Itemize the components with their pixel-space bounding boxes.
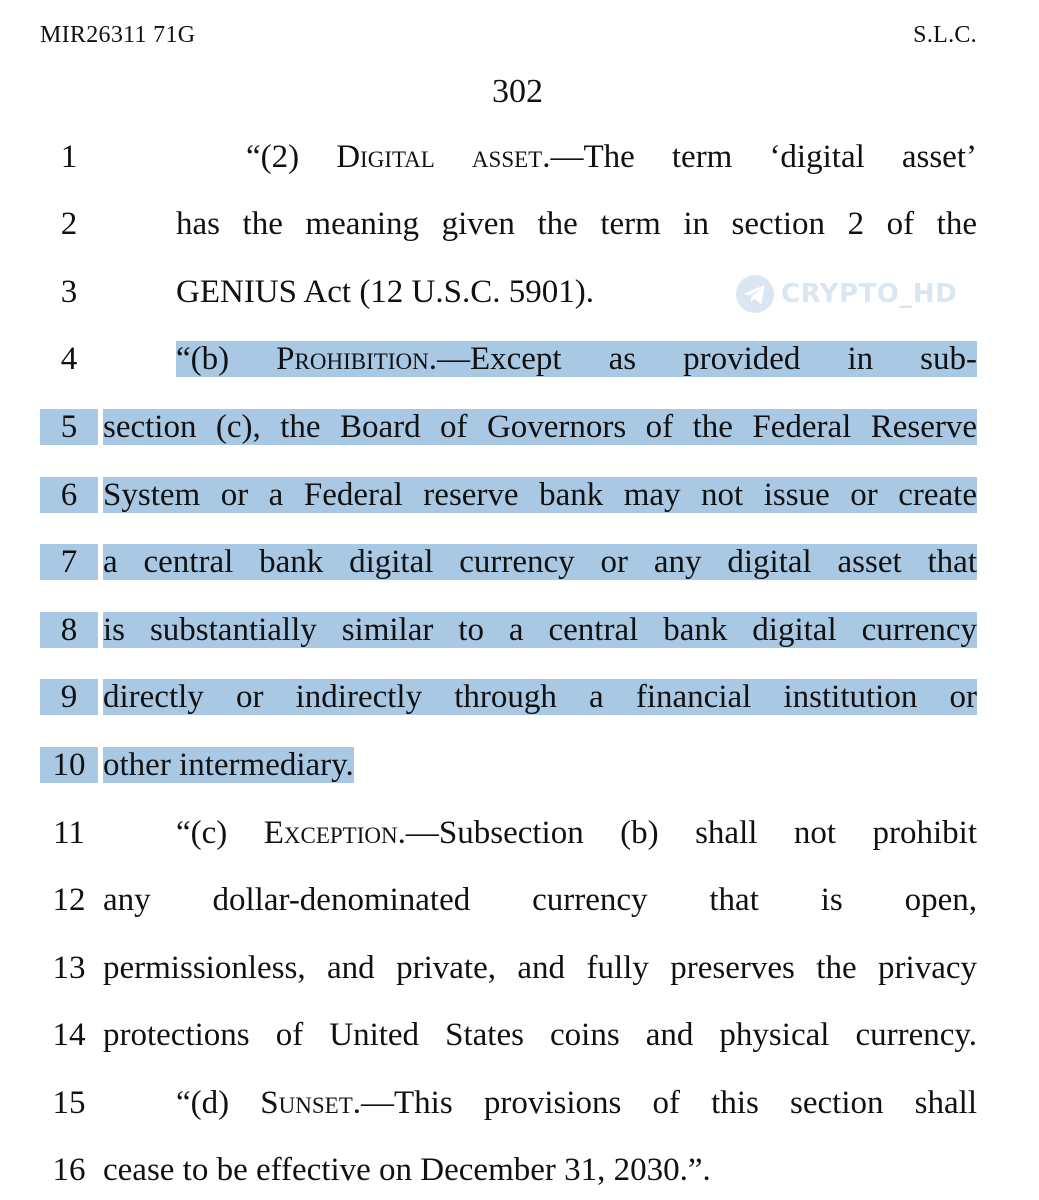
line-text: “(b) Prohibition.—Except as provided in sub- (176, 341, 977, 377)
heading-sunset: Sunset (260, 1085, 353, 1121)
line-text: “(c) Exception.—Subsection (b) shall not prohibit (176, 815, 977, 851)
line-number: 16 (52, 1152, 86, 1188)
line-number: 4 (60, 341, 78, 377)
watermark (735, 274, 957, 314)
line-text: “(d) Sunset.—This provisions of this section shall (176, 1085, 977, 1121)
line-number: 13 (52, 950, 86, 986)
heading-exception: Exception (263, 815, 398, 851)
line-number: 12 (52, 882, 86, 918)
telegram-icon (735, 274, 775, 314)
line-number: 7 (40, 544, 98, 580)
page-number: 302 (492, 73, 543, 110)
line-number: 6 (40, 477, 98, 513)
line-text: protections of United States coins and physical currency. (103, 1017, 977, 1053)
document-id: MIR26311 71G (40, 22, 196, 48)
line-text: cease to be effective on December 31, 2030.”. (103, 1152, 711, 1188)
line-number: 15 (52, 1085, 86, 1121)
line-number: 1 (60, 139, 78, 175)
line-text: GENIUS Act (12 U.S.C. 5901). (176, 274, 594, 310)
heading-prohibition: Prohibition (276, 341, 429, 377)
line-text: any dollar-denominated currency that is open, (103, 882, 977, 918)
line-number: 3 (60, 274, 78, 310)
slc-code: S.L.C. (913, 22, 977, 48)
line-text: has the meaning given the term in section 2 of the (176, 206, 977, 242)
line-text: other intermediary. (103, 747, 354, 783)
line-text: permissionless, and private, and fully preserves the privacy (103, 950, 977, 986)
line-number: 2 (60, 206, 78, 242)
line-number: 14 (52, 1017, 86, 1053)
line-text: section (c), the Board of Governors of the Federal Reserve (103, 409, 977, 445)
line-number: 11 (53, 815, 85, 851)
heading-digital-asset: Digital asset (336, 139, 543, 175)
watermark-text: CRYPTO_HD (781, 279, 958, 309)
line-text: a central bank digital currency or any digital asset that (103, 544, 977, 580)
line-text: System or a Federal reserve bank may not issue or create (103, 477, 977, 513)
line-number: 9 (40, 679, 98, 715)
line-text: “(2) Digital asset.—The term ‘digital asset’ (246, 139, 977, 175)
line-number: 10 (40, 747, 98, 783)
line-number: 5 (40, 409, 98, 445)
line-text: directly or indirectly through a financial institution or (103, 679, 977, 715)
line-number: 8 (40, 612, 98, 648)
line-text: is substantially similar to a central bank digital currency (103, 612, 977, 648)
